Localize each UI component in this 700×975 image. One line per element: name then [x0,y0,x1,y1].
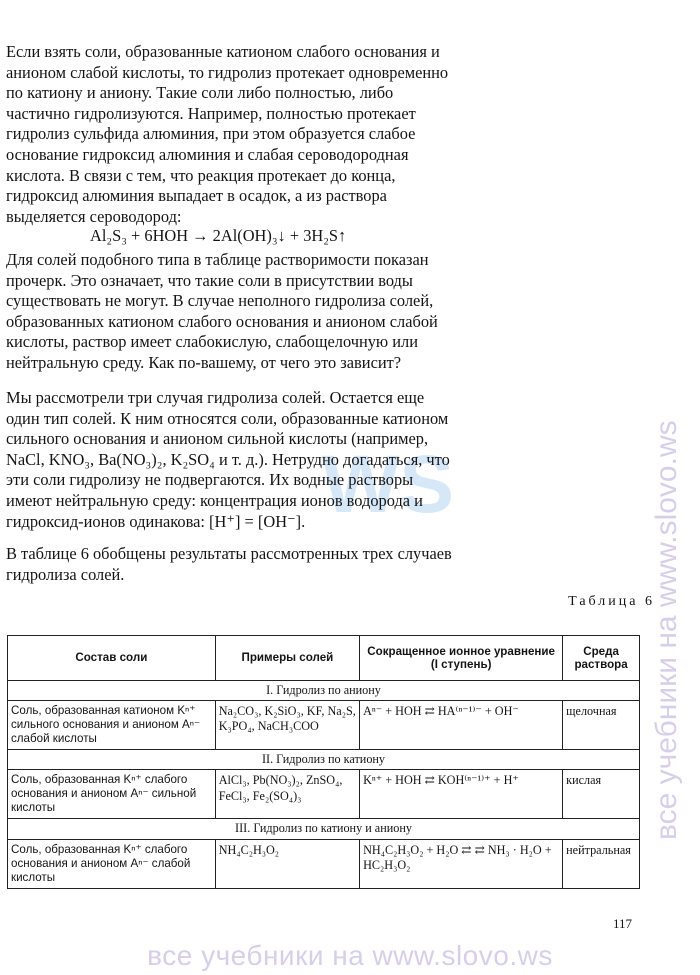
examples-cell: Na₂CO₃, K₂SiO₃, KF, Na₂S, K₃PO₄, NaCH₃COO [215,701,359,750]
equation-cell: Aⁿ⁻ + HOH ⇄ HA⁽ⁿ⁻¹⁾⁻ + OH⁻ [360,701,563,750]
case-title-row [8,750,640,770]
case-title: III. Гидролиз по катиону и аниону [8,819,640,839]
table-row [8,701,640,750]
case-title-row [8,819,640,839]
equation-cell: NH₄C₂H₃O₂ + H₂O ⇄ ⇄ NH₃ · H₂O + HC₂H₃O₂ [360,839,563,888]
side-watermark: все учебники на www.slovo.ws [650,420,683,840]
paragraph-1: Если взять соли, образованные катионом слабого основания и анионом слабой кислоты, то гидролиз протекает одновременно по катиону и аниону. Такие соли либо полностью, либо частично гидролизуются. Например, полностью протекает гидролиз сульфида алюминия, при этом образуется слабое основание гидроксид алюминия и слабая сероводородная кислота. В связи с тем, что реакция протекает до конца, гидроксид алюминия выпадает в осадок, а из раствора выделяется сероводород: [6,42,449,226]
examples-cell: NH₄C₂H₃O₂ [215,839,359,888]
paragraph-4: В таблице 6 обобщены результаты рассмотренных трех случаев гидролиза солей. [6,544,452,584]
table-caption: Таблица 6 [568,594,655,609]
chemical-equation: Al₂S₃ + 6HOH → 2Al(OH)₃↓ + 3H₂S↑ [90,226,347,245]
composition-cell: Соль, образованная Kⁿ⁺ слабого основания и анионом Aⁿ⁻ слабой кислоты [8,839,216,888]
header-composition: Состав соли [8,636,216,681]
hydrolysis-table [7,635,640,889]
table-header-row [8,636,640,681]
paragraph-3: Мы рассмотрели три случая гидролиза солей. Остается еще один тип солей. К ним относятся соли, образованные катионом сильного основания и анионом сильной кислоты (например, NaCl, KNO₃, Ba(NO₃)₂, K₂SO₄ и т. д.). Нетрудно догадаться, что эти соли гидролизу не подвергаются. Их водные растворы имеют нейтральную среду: концентрация ионов водорода и гидроксид-ионов одинакова: [H⁺] = [OH⁻]. [6,388,450,531]
header-equation: Сокращенное ионное уравнение (I ступень) [360,636,563,681]
page-number: 117 [613,916,633,931]
examples-cell: AlCl₃, Pb(NO₃)₂, ZnSO₄, FeCl₃, Fe₂(SO₄)₃ [215,770,359,819]
medium-cell: щелочная [563,701,640,750]
paragraph-2: Для солей подобного типа в таблице растворимости показан прочерк. Это означает, что такие соли в присутствии воды существовать не могут. В случае неполного гидролиза солей, образованных катионом слабого основания и анионом слабой кислоты, раствор имеет слабокислую, слабощелочную или нейтральную среду. Как по-вашему, от чего это зависит? [6,250,438,372]
medium-cell: нейтральная [563,839,640,888]
equation-cell: Kⁿ⁺ + HOH ⇄ KOH⁽ⁿ⁻¹⁾⁺ + H⁺ [360,770,563,819]
table-row [8,839,640,888]
bottom-watermark: все учебники на www.slovo.ws [147,940,553,971]
case-title: II. Гидролиз по катиону [8,750,640,770]
case-title-row [8,681,640,701]
case-title: I. Гидролиз по аниону [8,681,640,701]
header-medium: Среда раствора [563,636,640,681]
composition-cell: Соль, образованная катионом Kⁿ⁺ сильного основания и анионом Aⁿ⁻ слабой кислоты [8,701,216,750]
composition-cell: Соль, образованная Kⁿ⁺ слабого основания и анионом Aⁿ⁻ сильной кислоты [8,770,216,819]
center-watermark: WS [322,439,455,530]
table-row [8,770,640,819]
medium-cell: кислая [563,770,640,819]
header-examples: Примеры солей [215,636,359,681]
